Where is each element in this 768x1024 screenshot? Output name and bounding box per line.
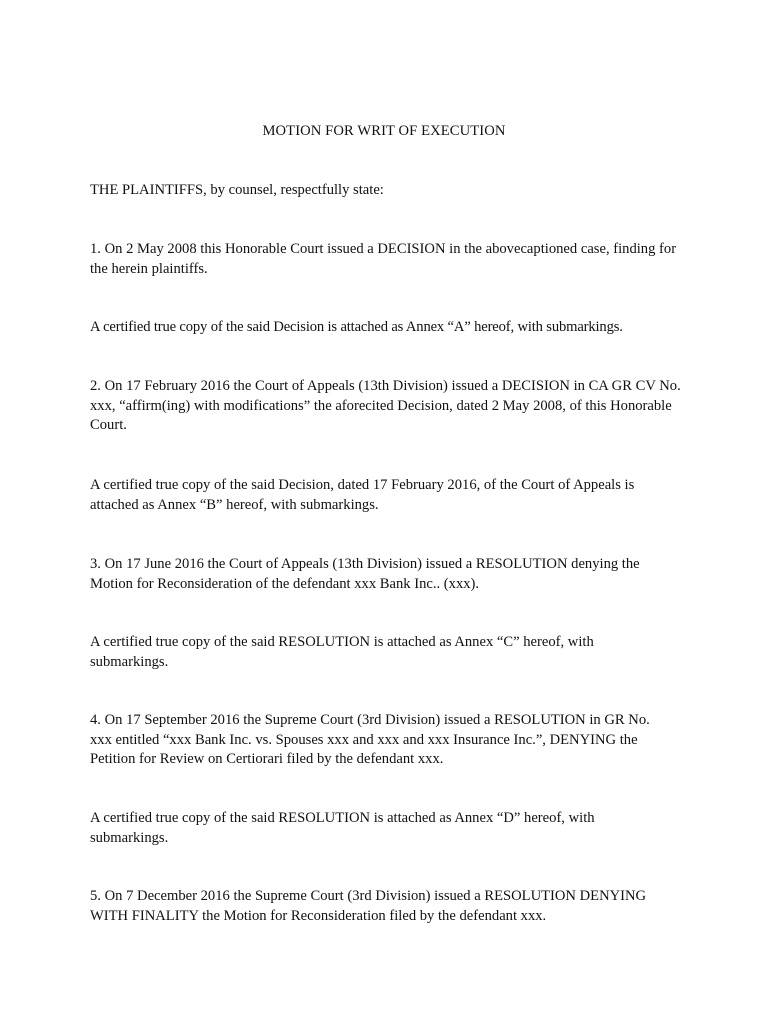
- annex-c-paragraph: A certified true copy of the said RESOLUTION is attached as Annex “C” hereof, with submarkings.: [90, 634, 594, 670]
- paragraph-1: 1. On 2 May 2008 this Honorable Court issued a DECISION in the abovecaptioned case, finding for the herein plaintiffs.: [90, 241, 677, 277]
- paragraph-2: 2. On 17 February 2016 the Court of Appeals (13th Division) issued a DECISION in CA GR CV No. xxx, “affirm(ing) with modifications” the aforecited Decision, dated 2 May 2008, of this Honorable Court.: [90, 378, 681, 434]
- annex-d-paragraph: A certified true copy of the said RESOLUTION is attached as Annex “D” hereof, with submarkings.: [90, 810, 595, 846]
- paragraph-4: 4. On 17 September 2016 the Supreme Court (3rd Division) issued a RESOLUTION in GR No. xxx entitled “xxx Bank Inc. vs. Spouses xxx and xxx and xxx Insurance Inc.”, DENYING the Petition for Review on Certiorari filed by the defendant xxx.: [90, 712, 650, 768]
- document-title: MOTION FOR WRIT OF EXECUTION: [262, 123, 506, 139]
- intro-paragraph: THE PLAINTIFFS, by counsel, respectfully state:: [90, 182, 384, 198]
- annex-a-paragraph: A certified true copy of the said Decision is attached as Annex “A” hereof, with submarkings.: [90, 319, 623, 335]
- paragraph-5: 5. On 7 December 2016 the Supreme Court (3rd Division) issued a RESOLUTION DENYING WITH FINALITY the Motion for Reconsideration filed by the defendant xxx.: [90, 888, 647, 924]
- annex-b-paragraph: A certified true copy of the said Decision, dated 17 February 2016, of the Court of Appeals is attached as Annex “B” hereof, with submarkings.: [90, 477, 635, 513]
- paragraph-3: 3. On 17 June 2016 the Court of Appeals (13th Division) issued a RESOLUTION denying the Motion for Reconsideration of the defendant xxx Bank Inc.. (xxx).: [90, 556, 640, 592]
